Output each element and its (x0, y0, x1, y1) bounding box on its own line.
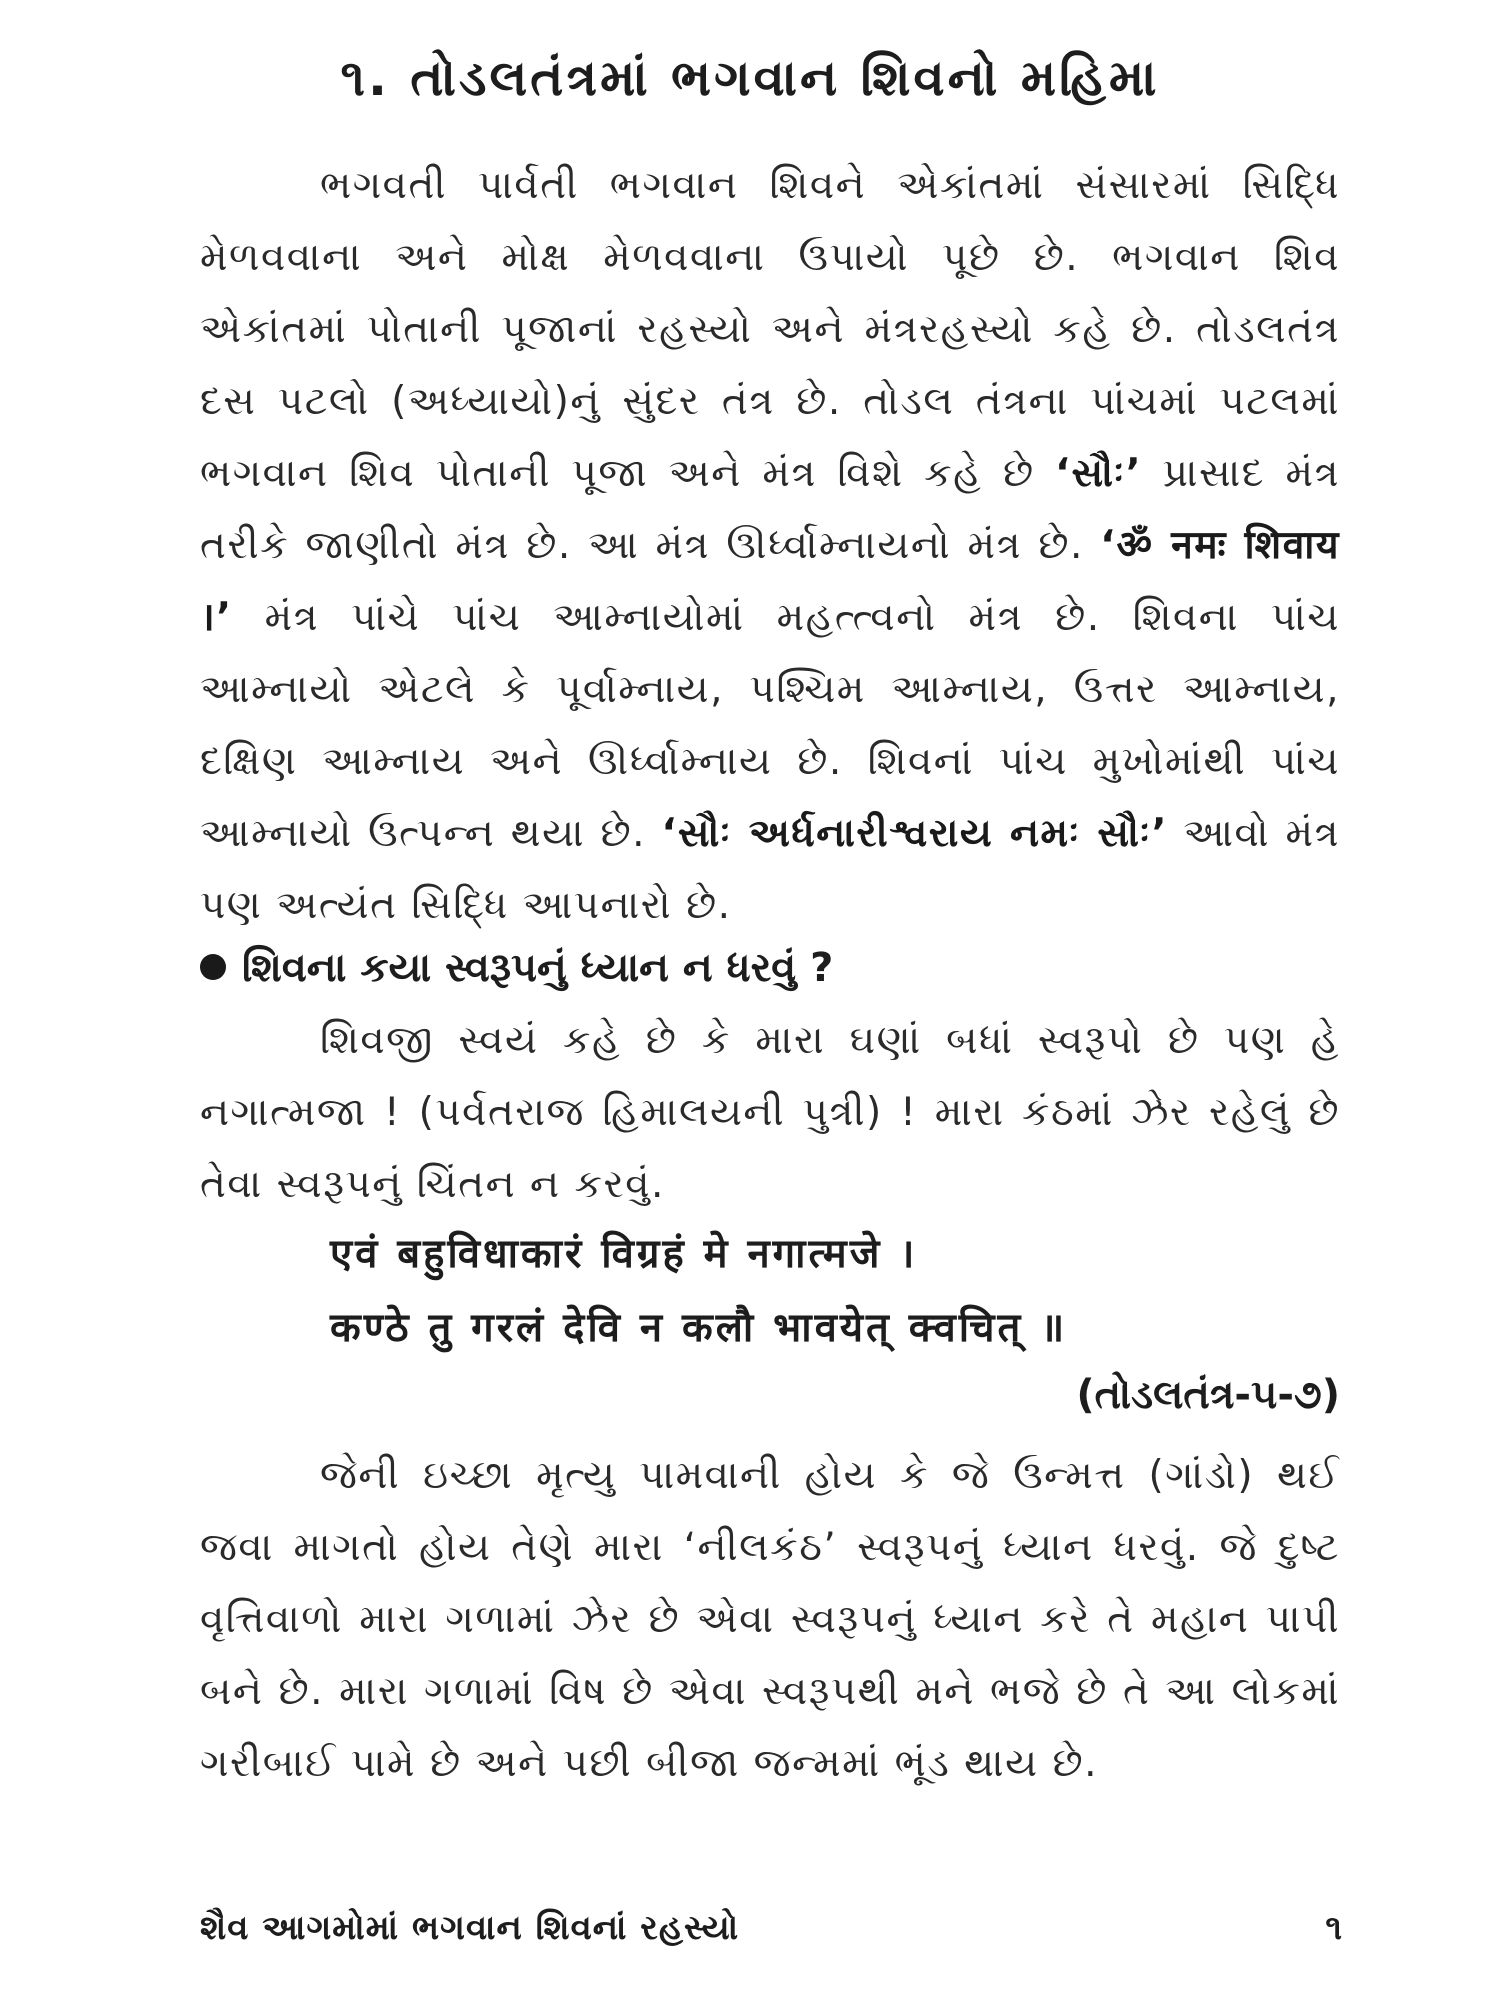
section-heading (200, 938, 1340, 998)
sanskrit-verse-line-2: कण्ठे तु गरलं देवि न कलौ भावयेत् क्वचित् ॥ (330, 1305, 1068, 1351)
mantra-om-namah-shivaya: ‘ॐ नमः शिवाय ।’ (200, 523, 1340, 640)
footer-page-number: ૧ (1325, 1908, 1342, 1948)
section-heading-text: શિવના કયા સ્વરૂપનું ધ્યાન ન ધરવું ? (242, 945, 834, 991)
verse-source: (તોડલતંત્ર-૫-૭) (1076, 1372, 1340, 1418)
footer-book-title: શૈવ આગમોમાં ભગવાન શિવનાં રહસ્યો (200, 1908, 740, 1948)
intro-text-part2: પ્રાસાદ મંત્ર તરીકે જાણીતો મંત્ર છે. આ મંત્ર ઊર્ધ્વામ્નાયનો મંત્ર છે. (200, 451, 1340, 568)
intro-text-part3: મંત્ર પાંચે પાંચ આમ્નાયોમાં મહત્ત્વનો મંત્ર છે. શિવના પાંચ આમ્નાયો એટલે કે પૂર્વામ્નાય, પશ્ચિમ આમ્નાય, ઉત્તર આમ્નાય, દક્ષિણ આમ્નાય અને ઊર્ધ્વામ્નાય છે. શિવનાં પાંચ મુખોમાંથી પાંચ આમ્નાયો ઉત્પન્ન થયા છે. (200, 595, 1340, 856)
bullet-icon (200, 954, 226, 980)
mantra-ardhanarishvara: ‘સૌઃ અર્ધનારીશ્વરાય નમઃ સૌઃ’ (661, 811, 1168, 856)
sanskrit-verse-line-1: एवं बहुविधाकारं विग्रहं मे नगात्मजे । (330, 1231, 918, 1277)
section-paragraph (200, 1005, 1340, 1221)
closing-paragraph (200, 1440, 1340, 1800)
intro-paragraph (200, 150, 1340, 942)
closing-paragraph-text: જેની ઇચ્છા મૃત્યુ પામવાની હોય કે જે ઉન્મત્ત (ગાંડો) થઈ જવા માગતો હોય તેણે મારા ‘નીલકંઠ’ સ્વરૂપનું ધ્યાન ધરવું. જે દુષ્ટ વૃત્તિવાળો મારા ગળામાં ઝેર છે એવા સ્વરૂપનું ધ્યાન કરે તે મહાન પાપી બને છે. મારા ગળામાં વિષ છે એવા સ્વરૂપથી મને ભજે છે તે આ લોકમાં ગરીબાઈ પામે છે અને પછી બીજા જન્મમાં ભૂંડ થાય છે. (200, 1453, 1340, 1786)
intro-text-part1: ભગવતી પાર્વતી ભગવાન શિવને એકાંતમાં સંસારમાં સિદ્ધિ મેળવવાના અને મોક્ષ મેળવવાના ઉપાયો પૂછે છે. ભગવાન શિવ એકાંતમાં પોતાની પૂજાનાં રહસ્યો અને મંત્રરહસ્યો કહે છે. તોડલતંત્ર દસ પટલો (અધ્યાયો)નું સુંદર તંત્ર છે. તોડલ તંત્રના પાંચમાં પટલમાં ભગવાન શિવ પોતાની પૂજા અને મંત્ર વિશે કહે છે (200, 163, 1340, 496)
intro-text-part4: આવો મંત્ર પણ અત્યંત સિદ્ધિ આપનારો છે. (200, 811, 1340, 928)
chapter-title: ૧. તોડલતંત્રમાં ભગવાન શિવનો મહિમા (340, 49, 1160, 107)
mantra-sauh: ‘સૌઃ’ (1055, 451, 1143, 496)
section-paragraph-text: શિવજી સ્વયં કહે છે કે મારા ઘણાં બધાં સ્વરૂપો છે પણ હે નગાત્મજા ! (પર્વતરાજ હિમાલયની પુત્રી) ! મારા કંઠમાં ઝેર રહેલું છે તેવા સ્વરૂપનું ચિંતન ન કરવું. (200, 1018, 1340, 1207)
